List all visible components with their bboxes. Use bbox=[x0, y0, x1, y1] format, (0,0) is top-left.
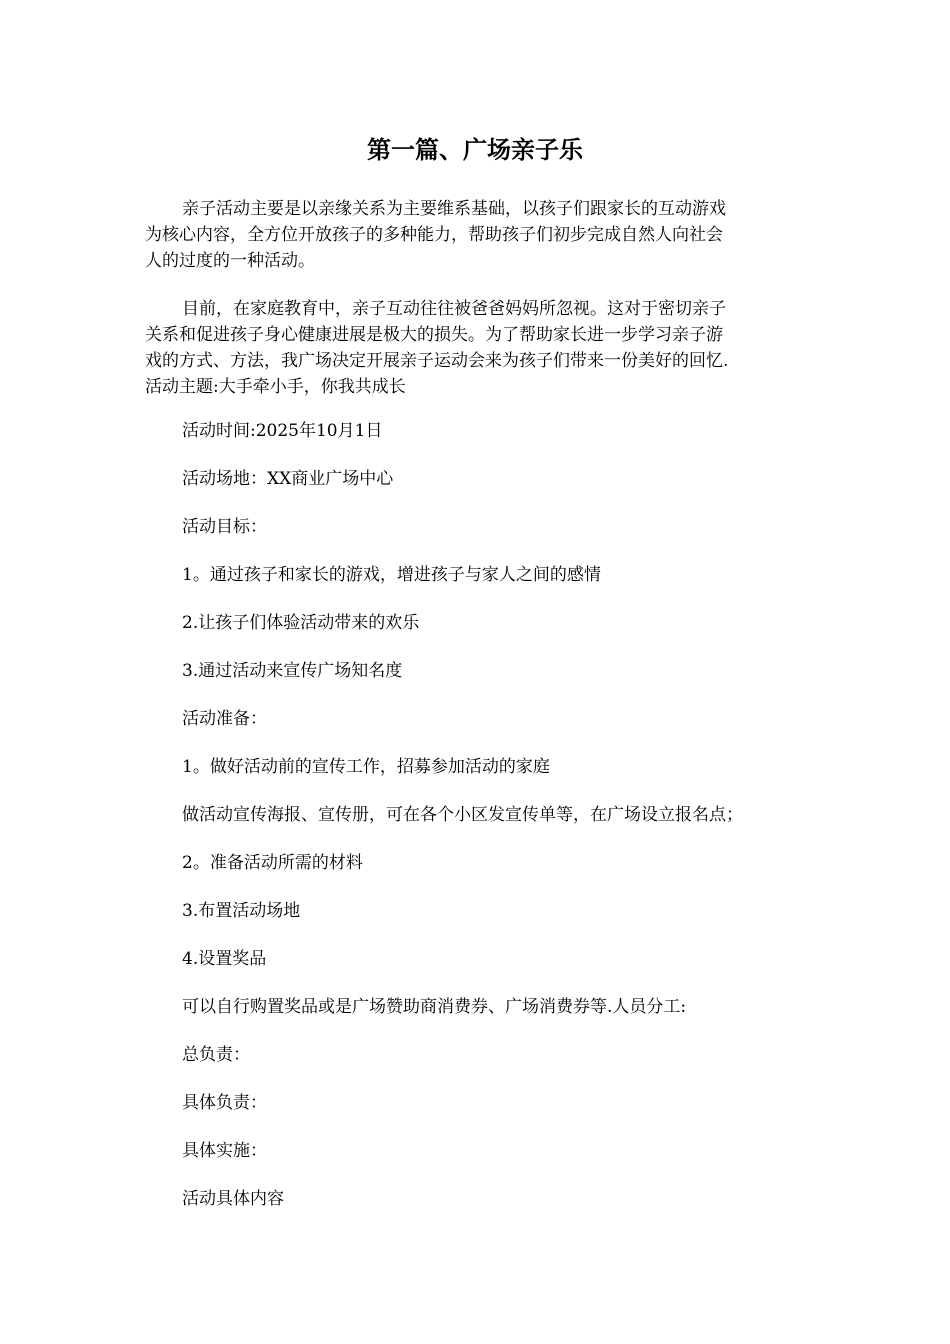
document-body bbox=[145, 196, 810, 1234]
list-item: 4.设置奖品 bbox=[182, 949, 267, 969]
list-item: 活动场地：XX商业广场中心 bbox=[182, 469, 394, 489]
list-item: 活动具体内容 bbox=[182, 1189, 284, 1209]
list-item: 1。通过孩子和家长的游戏，增进孩子与家人之间的感情 bbox=[182, 565, 601, 585]
list-item: 具体实施： bbox=[182, 1141, 267, 1161]
list-item: 2.让孩子们体验活动带来的欢乐 bbox=[182, 613, 420, 633]
paragraph-line: 人的过度的一种活动。 bbox=[145, 251, 315, 271]
paragraph-line: 活动主题:大手牵小手，你我共成长 bbox=[145, 377, 406, 397]
paragraph-intro bbox=[145, 196, 810, 274]
paragraph-line: 亲子活动主要是以亲缘关系为主要维系基础，以孩子们跟家长的互动游戏 bbox=[182, 199, 726, 219]
document-title: 第一篇、广场亲子乐 bbox=[367, 135, 583, 164]
list-item: 2。准备活动所需的材料 bbox=[182, 853, 363, 873]
list-item: 活动目标： bbox=[182, 517, 267, 537]
paragraph-line: 戏的方式、方法，我广场决定开展亲子运动会来为孩子们带来一份美好的回忆. bbox=[145, 351, 729, 371]
list-item: 1。做好活动前的宣传工作，招募参加活动的家庭 bbox=[182, 757, 550, 777]
list-item: 活动时间:2025年10月1日 bbox=[182, 421, 383, 441]
paragraph-line: 关系和促进孩子身心健康进展是极大的损失。为了帮助家长进一步学习亲子游 bbox=[145, 325, 723, 345]
list-item: 3.通过活动来宣传广场知名度 bbox=[182, 661, 403, 681]
list-item: 具体负责： bbox=[182, 1093, 267, 1113]
list-item: 活动准备： bbox=[182, 709, 267, 729]
paragraph-line: 目前，在家庭教育中，亲子互动往往被爸爸妈妈所忽视。这对于密切亲子 bbox=[182, 299, 726, 319]
list-item: 3.布置活动场地 bbox=[182, 901, 301, 921]
list-item: 总负责： bbox=[182, 1045, 250, 1065]
paragraph-line: 为核心内容，全方位开放孩子的多种能力，帮助孩子们初步完成自然人向社会 bbox=[145, 225, 723, 245]
list-item: 可以自行购置奖品或是广场赞助商消费券、广场消费券等.人员分工: bbox=[182, 997, 687, 1017]
list-item: 做活动宣传海报、宣传册，可在各个小区发宣传单等，在广场设立报名点； bbox=[182, 805, 743, 825]
paragraph-background bbox=[145, 296, 810, 400]
